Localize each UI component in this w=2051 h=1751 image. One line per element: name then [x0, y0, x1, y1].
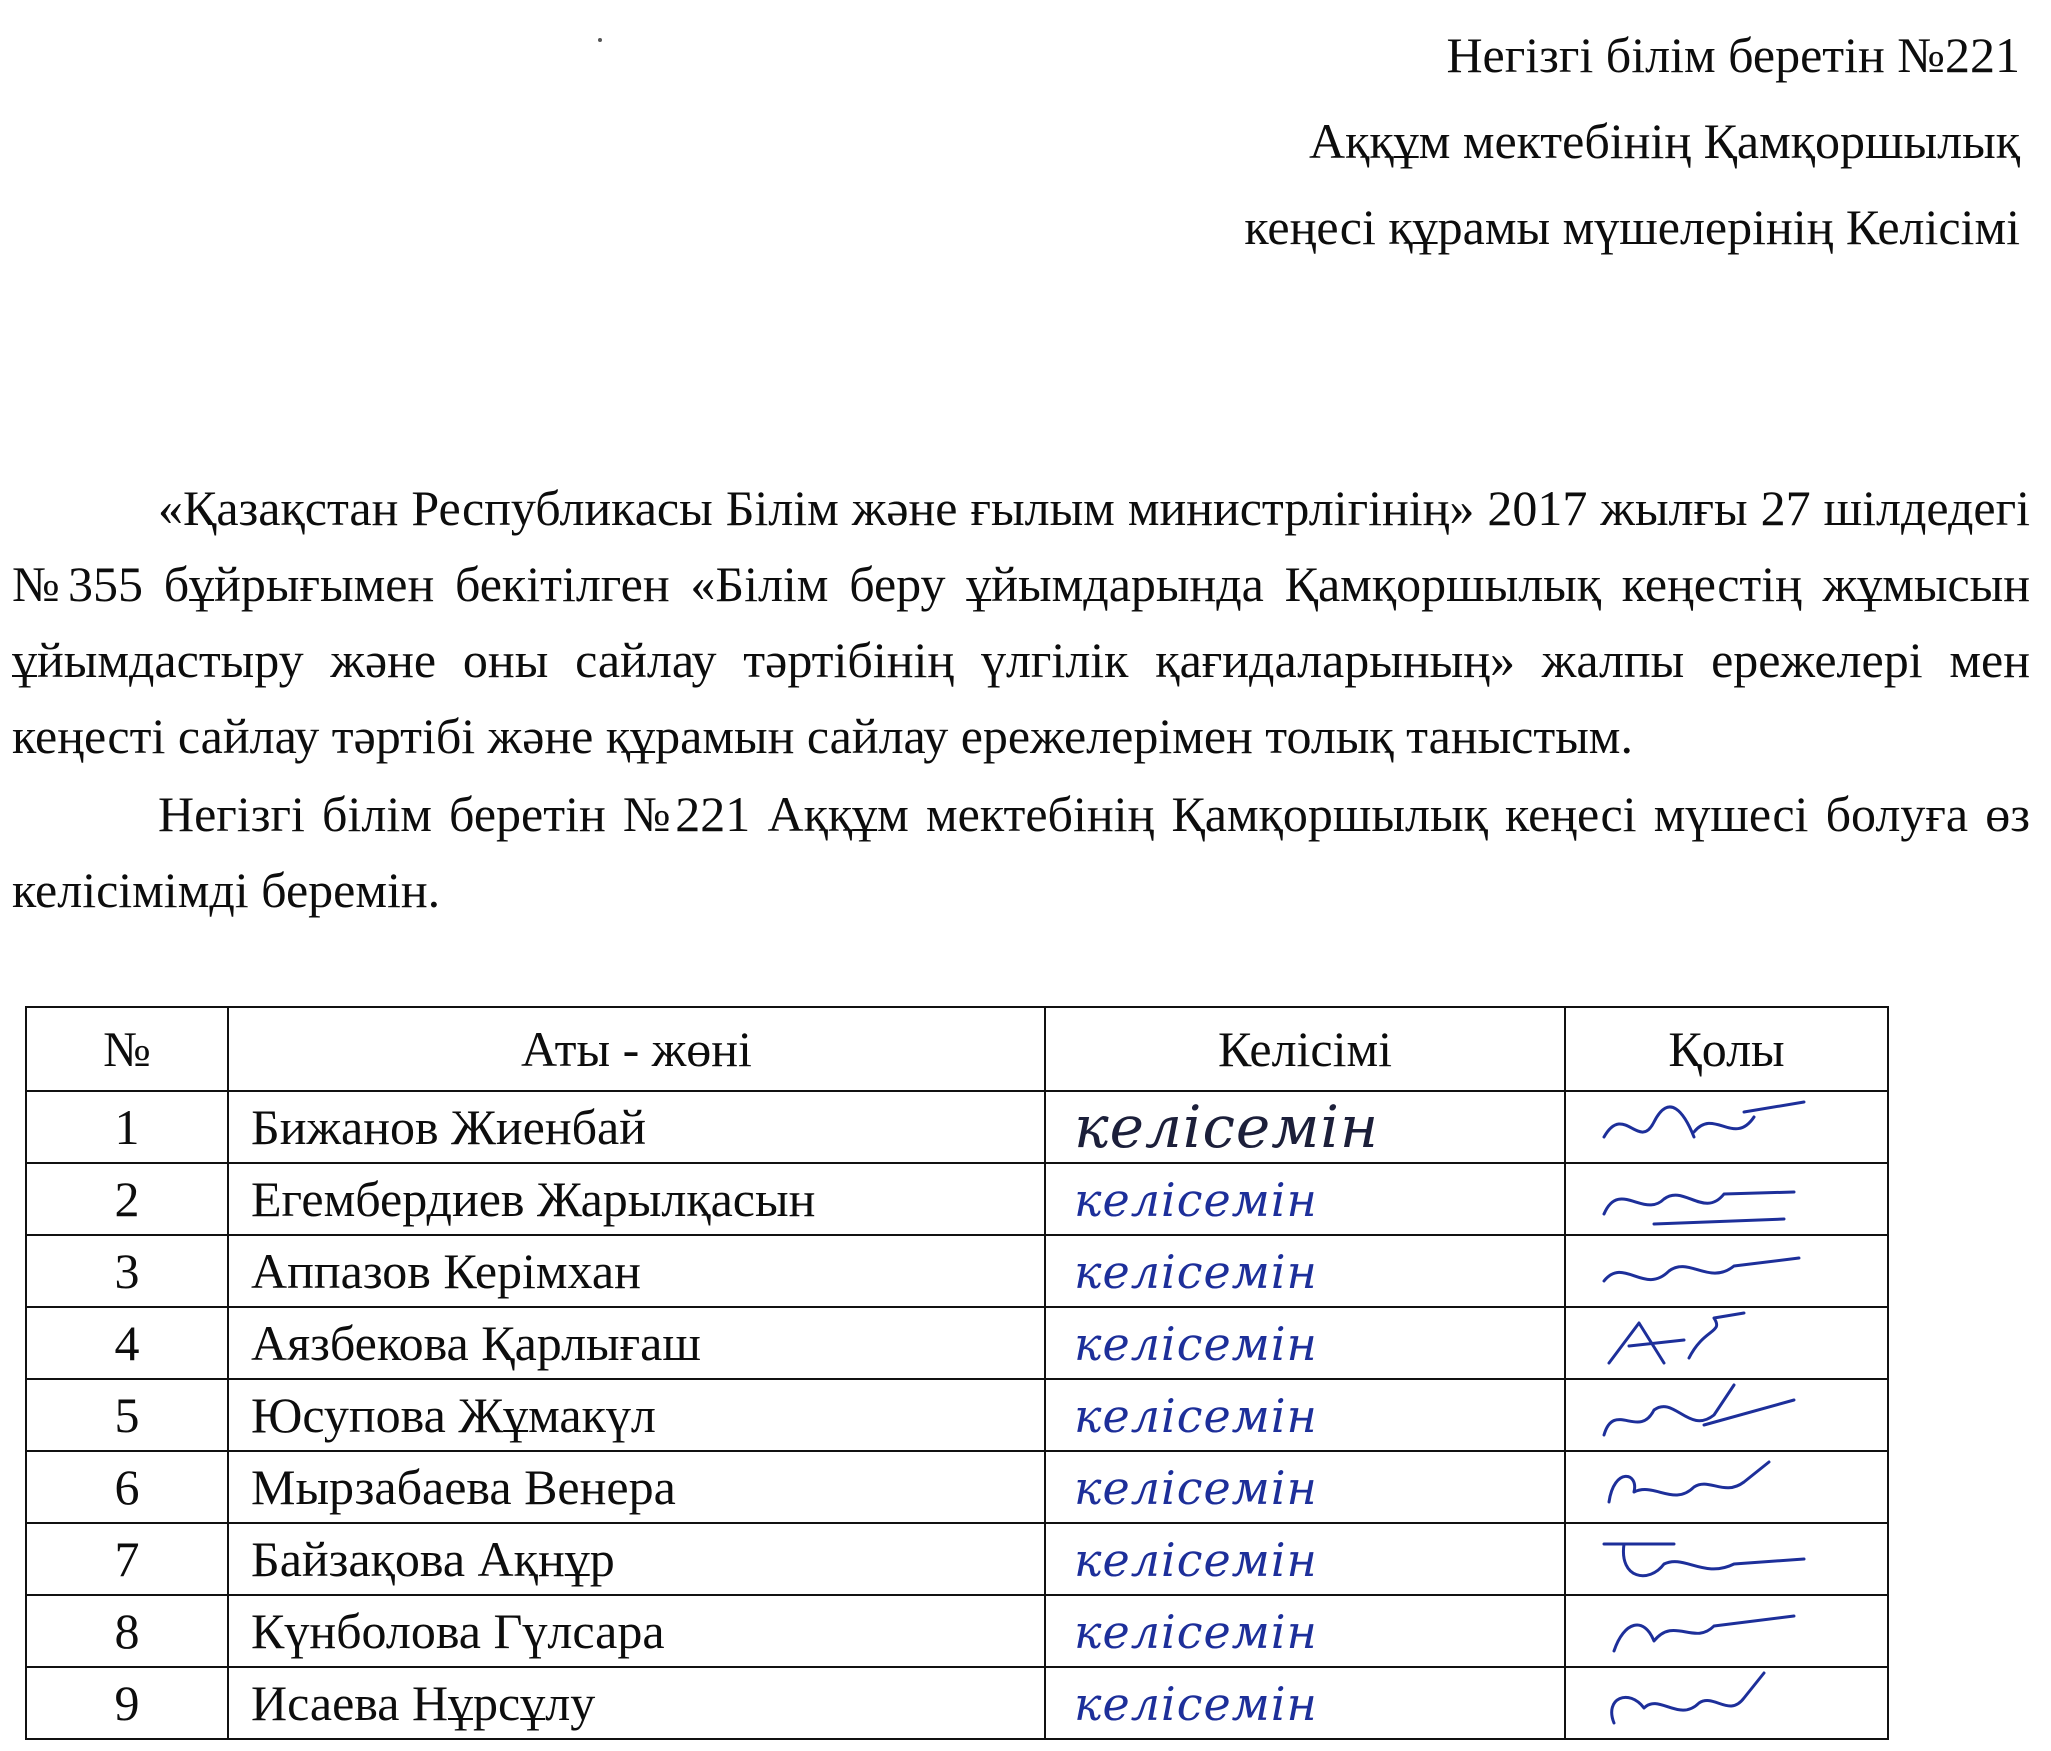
row-number: 7	[26, 1523, 228, 1595]
member-name: Байзақова Ақнұр	[228, 1523, 1045, 1595]
handwritten-consent: келісемін	[1074, 1533, 1318, 1587]
handwritten-consent: келісемін	[1074, 1461, 1318, 1515]
consent-paragraph: Негізгі білім беретін №221 Аққұм мектебінің Қамқоршылық кеңесі мүшесі болуға өз келісімімді беремін.	[12, 786, 2030, 918]
header-line-1: Негізгі білім беретін №221	[1446, 27, 2020, 83]
signature-mark	[1594, 1596, 1814, 1666]
consent-cell	[1045, 1091, 1565, 1163]
signature-cell	[1565, 1523, 1888, 1595]
table-row	[26, 1163, 1888, 1235]
row-number: 6	[26, 1451, 228, 1523]
consent-cell	[1045, 1451, 1565, 1523]
member-name: Аппазов Керімхан	[228, 1235, 1045, 1307]
signature-cell	[1565, 1451, 1888, 1523]
member-name: Егембердиев Жарылқасын	[228, 1163, 1045, 1235]
signature-cell	[1565, 1307, 1888, 1379]
consent-cell	[1045, 1379, 1565, 1451]
signature-mark	[1594, 1236, 1814, 1306]
handwritten-consent: келісемін	[1074, 1093, 1380, 1161]
table-row	[26, 1091, 1888, 1163]
signature-mark	[1594, 1092, 1814, 1162]
signature-mark	[1594, 1452, 1814, 1522]
table-header-row	[26, 1007, 1888, 1091]
row-number: 1	[26, 1091, 228, 1163]
consent-cell	[1045, 1307, 1565, 1379]
row-number: 4	[26, 1307, 228, 1379]
header-name: Аты - жөні	[228, 1007, 1045, 1091]
handwritten-consent: келісемін	[1074, 1317, 1318, 1371]
table-row	[26, 1667, 1888, 1739]
header-line-2: Аққұм мектебінің Қамқоршылық	[1309, 113, 2020, 169]
member-name: Аязбекова Қарлығаш	[228, 1307, 1045, 1379]
intro-paragraph: «Қазақстан Республикасы Білім және ғылым министрлігінің» 2017 жылғы 27 шілдедегі №355 бұйрығымен бекітілген «Білім беру ұйымдарында Қамқоршылық кеңестің жұмысын ұйымдастыру және оны сайлау тәртібінің үлгілік қағидаларының» жалпы ережелері мен кеңесті сайлау тәртібі және құрамын сайлау ережелерімен толық таныстым.	[12, 480, 2030, 764]
header-signature: Қолы	[1565, 1007, 1888, 1091]
table-row	[26, 1451, 1888, 1523]
member-name: Күнболова Гүлсара	[228, 1595, 1045, 1667]
signature-mark	[1594, 1524, 1814, 1594]
handwritten-consent: келісемін	[1074, 1245, 1318, 1299]
handwritten-consent: келісемін	[1074, 1605, 1318, 1659]
handwritten-consent: келісемін	[1074, 1173, 1318, 1227]
consent-cell	[1045, 1235, 1565, 1307]
member-name: Мырзабаева Венера	[228, 1451, 1045, 1523]
members-table	[25, 1006, 1889, 1740]
consent-cell	[1045, 1523, 1565, 1595]
document-body	[12, 470, 2030, 928]
consent-cell	[1045, 1667, 1565, 1739]
signature-cell	[1565, 1163, 1888, 1235]
table-row	[26, 1523, 1888, 1595]
handwritten-consent: келісемін	[1074, 1389, 1318, 1443]
consent-cell	[1045, 1163, 1565, 1235]
row-number: 3	[26, 1235, 228, 1307]
member-name: Бижанов Жиенбай	[228, 1091, 1045, 1163]
table-row	[26, 1307, 1888, 1379]
signature-mark	[1594, 1308, 1814, 1378]
document-header	[1050, 12, 2020, 270]
member-name: Юсупова Жұмакүл	[228, 1379, 1045, 1451]
signature-cell	[1565, 1091, 1888, 1163]
row-number: 9	[26, 1667, 228, 1739]
member-name: Исаева Нұрсұлу	[228, 1667, 1045, 1739]
signature-cell	[1565, 1595, 1888, 1667]
handwritten-consent: келісемін	[1074, 1677, 1318, 1731]
scan-speck	[598, 38, 602, 42]
signature-cell	[1565, 1667, 1888, 1739]
table-row	[26, 1379, 1888, 1451]
signature-mark	[1594, 1668, 1814, 1738]
row-number: 8	[26, 1595, 228, 1667]
signature-cell	[1565, 1379, 1888, 1451]
header-consent: Келісімі	[1045, 1007, 1565, 1091]
signature-mark	[1594, 1164, 1814, 1234]
consent-cell	[1045, 1595, 1565, 1667]
header-number: №	[26, 1007, 228, 1091]
signature-cell	[1565, 1235, 1888, 1307]
header-line-3: кеңесі құрамы мүшелерінің Келісімі	[1244, 199, 2020, 255]
row-number: 5	[26, 1379, 228, 1451]
row-number: 2	[26, 1163, 228, 1235]
table-row	[26, 1595, 1888, 1667]
signature-mark	[1594, 1380, 1814, 1450]
table-row	[26, 1235, 1888, 1307]
